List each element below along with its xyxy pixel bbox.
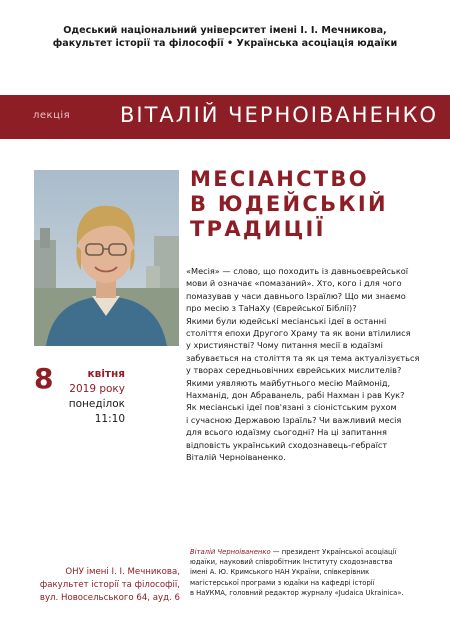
bio-line: в НаУКМА, головний редактор журналу «Judaica Ukrainica». [190,588,404,597]
bio-line-1 [190,547,440,557]
description-line: для всього юдаїзму сьогодні? На ці запитання [186,427,387,438]
lecturer-photo [34,170,179,346]
description-line: відповість український сходознавець-гебраїст [186,439,388,450]
date-day: 8 [34,362,54,395]
lecturer-banner [0,95,450,139]
date-year: 2019 року [69,383,125,395]
title-line-1: МЕСІАНСТВО [190,167,369,191]
venue-line-3: вул. Новосельського 64, ауд. 6 [39,593,180,603]
description-line: «Месія» — слово, що походить із давньоєврейської [186,266,409,276]
title-line-2: В ЮДЕЙСЬКІЙ [190,192,388,216]
lecturer-bio [190,547,440,598]
lecture-description [186,265,430,464]
description-line: Нахманід, дон Абраванель, рабі Нахман і рав Кук? [186,390,405,401]
description-line: Якими були юдейські месіанські ідеї в останні [186,315,387,326]
title-line-3: ТРАДИЦІЇ [190,217,326,241]
description-line: у творах середньовічних єврейських мислителів? [186,365,402,376]
date-details [53,367,125,427]
description-line: про месію з ТаНаХу (Єврейської Біблії)? [186,303,357,314]
venue-line-2: факультет історії та філософії, [39,580,180,590]
event-type-label: лекція [33,110,71,121]
date-time: 11:10 [94,413,125,425]
description-line: Якими уявляють майбутнього месію Маймонід, [186,377,391,388]
bio-line: юдаїки, науковий співробітник Інституту сходознавства [190,558,393,567]
lecturer-portrait-image [34,170,179,346]
lecture-title [190,167,440,242]
lecturer-name: ВІТАЛІЙ ЧЕРНОІВАНЕНКО [120,103,439,127]
organizer-header [0,24,450,50]
description-line: мови й означає «помазаний». Хто, кого і для чого [186,278,402,289]
date-weekday: понеділок [68,398,125,410]
bio-line: імені А. Ю. Кримського НАН України, співкерівник [190,568,370,577]
date-month: квітня [87,368,125,380]
venue-line-1: ОНУ імені І. І. Мечникова, [65,567,180,577]
bio-lecturer-name: Віталій Черноіваненко [190,548,271,556]
description-line: Як месіанські ідеї пов'язані з сіоністським рухом [186,402,397,413]
bio-line: магістерської програми з юдаїки на кафедрі історії [190,578,375,587]
description-line: і сучасною Державою Ізраїль? Чи важливий месія [186,414,402,425]
bio-line-1-text: — президент Української асоціації [270,548,397,556]
description-line: у християнстві? Чому питання месії в юдаїзмі [186,340,383,351]
header-line-1: Одеський національний університет імені І. І. Мечникова, [63,25,387,36]
description-line: століття епохи Другого Храму та як вони втілилися [186,328,411,339]
description-line: Віталій Черноіваненко. [186,452,286,463]
description-line: забувається на століття та як ця тема актуалізується [186,352,420,363]
venue-address [8,566,180,605]
header-line-2: факультет історії та філософії • Українська асоціація юдаїки [52,38,398,49]
description-line: помазував у часи давнього Ізраїлю? Що ми знаємо [186,290,406,301]
